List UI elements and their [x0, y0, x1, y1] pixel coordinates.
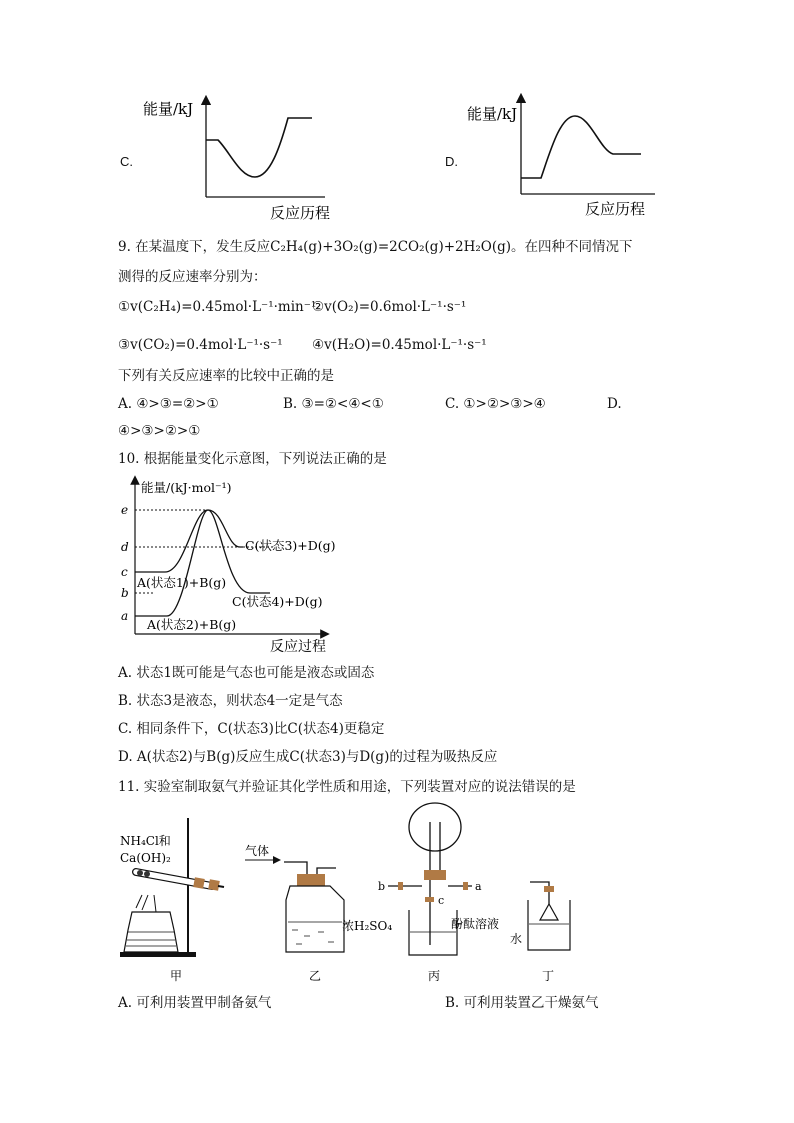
delivery-tube-stub	[218, 886, 224, 887]
valve-b-label: b	[378, 880, 386, 893]
beaker	[409, 910, 457, 955]
energy-curve	[521, 116, 641, 178]
q8-option-d-label: D.	[445, 154, 458, 169]
q11-option-a: A. 可利用装置甲制备氨气	[118, 995, 272, 1011]
q9-stem-line2: 测得的反应速率分别为：	[118, 269, 267, 285]
apparatus-yi	[245, 843, 392, 983]
label-a-state1: A(状态1)+B(g)	[137, 575, 227, 590]
caption-bing: 丙	[428, 969, 441, 983]
x-axis-label: 反应历程	[270, 204, 330, 222]
curve-state1	[135, 510, 243, 572]
inverted-funnel	[540, 904, 558, 920]
stopper	[208, 879, 220, 891]
q9-rate-3: ③v(CO₂)=0.4mol·L⁻¹·s⁻¹	[118, 337, 283, 353]
valve-c-clip	[425, 897, 434, 902]
q10-option-a: A. 状态1既可能是气态也可能是液态或固态	[118, 665, 375, 681]
level-e: e	[121, 503, 129, 517]
level-b: b	[121, 586, 129, 600]
delivery-tube	[530, 882, 549, 904]
q9-option-b: B. ③=②<④<①	[283, 396, 384, 412]
bottle	[286, 886, 344, 952]
q9-option-d-cont: ④>③>②>①	[118, 423, 201, 439]
reagent-solid-2	[144, 871, 150, 877]
q8-option-c-graph	[140, 92, 330, 222]
stand-base	[120, 952, 196, 957]
flask	[409, 803, 461, 851]
x-axis-label: 反应历程	[585, 200, 646, 218]
reagent-solid	[137, 870, 143, 876]
reagent-label-2: Ca(OH)₂	[120, 851, 171, 865]
label-a-state2: A(状态2)+B(g)	[147, 617, 237, 632]
liquid-label: 酚酞溶液	[451, 917, 500, 931]
caption-yi: 乙	[309, 969, 322, 983]
valve-c-label: c	[438, 894, 445, 907]
apparatus-jia	[120, 818, 224, 983]
gas-label: 气体	[245, 844, 270, 858]
bottle-stopper	[297, 874, 325, 886]
y-axis-label: 能量/kJ	[143, 100, 194, 118]
q9-option-d: D.	[607, 396, 622, 412]
q9-rate-2: ②v(O₂)=0.6mol·L⁻¹·s⁻¹	[312, 299, 467, 315]
q8-option-c-label: C.	[120, 154, 133, 169]
valve-b-clip	[398, 882, 403, 890]
q11-option-b: B. 可利用装置乙干燥氨气	[445, 995, 599, 1011]
label-c-state4: C(状态4)+D(g)	[232, 594, 323, 609]
q9-rate-1: ①v(C₂H₄)=0.45mol·L⁻¹·min⁻¹	[118, 299, 317, 315]
q10-stem: 10. 根据能量变化示意图，下列说法正确的是	[118, 451, 387, 467]
apparatus-bing	[378, 803, 499, 983]
q10-option-d: D. A(状态2)与B(g)反应生成C(状态3)与D(g)的过程为吸热反应	[118, 749, 498, 765]
x-axis-label: 反应过程	[270, 639, 326, 655]
q11-stem: 11. 实验室制取氨气并验证其化学性质和用途，下列装置对应的说法错误的是	[118, 779, 576, 795]
valve-a-label: a	[475, 880, 482, 893]
flask-stopper	[424, 870, 446, 880]
clamp	[193, 877, 205, 889]
y-axis-label: 能量/kJ	[467, 105, 518, 123]
q9-rate-4: ④v(H₂O)=0.45mol·L⁻¹·s⁻¹	[312, 337, 487, 353]
level-d: d	[121, 540, 129, 554]
label-c-state3: C(状态3)+D(g)	[245, 538, 336, 553]
apparatus-ding	[510, 882, 570, 983]
q10-option-c: C. 相同条件下，C(状态3)比C(状态4)更稳定	[118, 721, 385, 737]
q9-option-a: A. ④>③=②>①	[118, 396, 219, 412]
flame	[136, 895, 156, 912]
liquid-label: 水	[510, 932, 523, 946]
valve-a-clip	[463, 882, 468, 890]
q11-apparatus-figure	[112, 800, 582, 985]
caption-ding: 丁	[542, 969, 555, 983]
level-c: c	[121, 565, 128, 579]
reagent-label-1: NH₄Cl和	[120, 834, 171, 848]
q9-stem-line1: 9. 在某温度下，发生反应C₂H₄(g)+3O₂(g)=2CO₂(g)+2H₂O(g)。在四种不同情况下	[118, 239, 633, 255]
q9-option-c: C. ①>②>③>④	[445, 396, 546, 412]
q8-option-d-graph	[465, 92, 660, 222]
caption-jia: 甲	[170, 969, 183, 983]
q9-prompt: 下列有关反应速率的比较中正确的是	[118, 368, 334, 384]
energy-curve	[206, 118, 312, 177]
liquid-label: 浓H₂SO₄	[342, 919, 393, 933]
q10-energy-diagram	[115, 474, 345, 656]
q10-option-b: B. 状态3是液态，则状态4一定是气态	[118, 693, 343, 709]
tube-clip	[544, 886, 554, 892]
level-a: a	[121, 609, 129, 623]
y-axis-label: 能量/(kJ·mol⁻¹)	[141, 480, 232, 495]
